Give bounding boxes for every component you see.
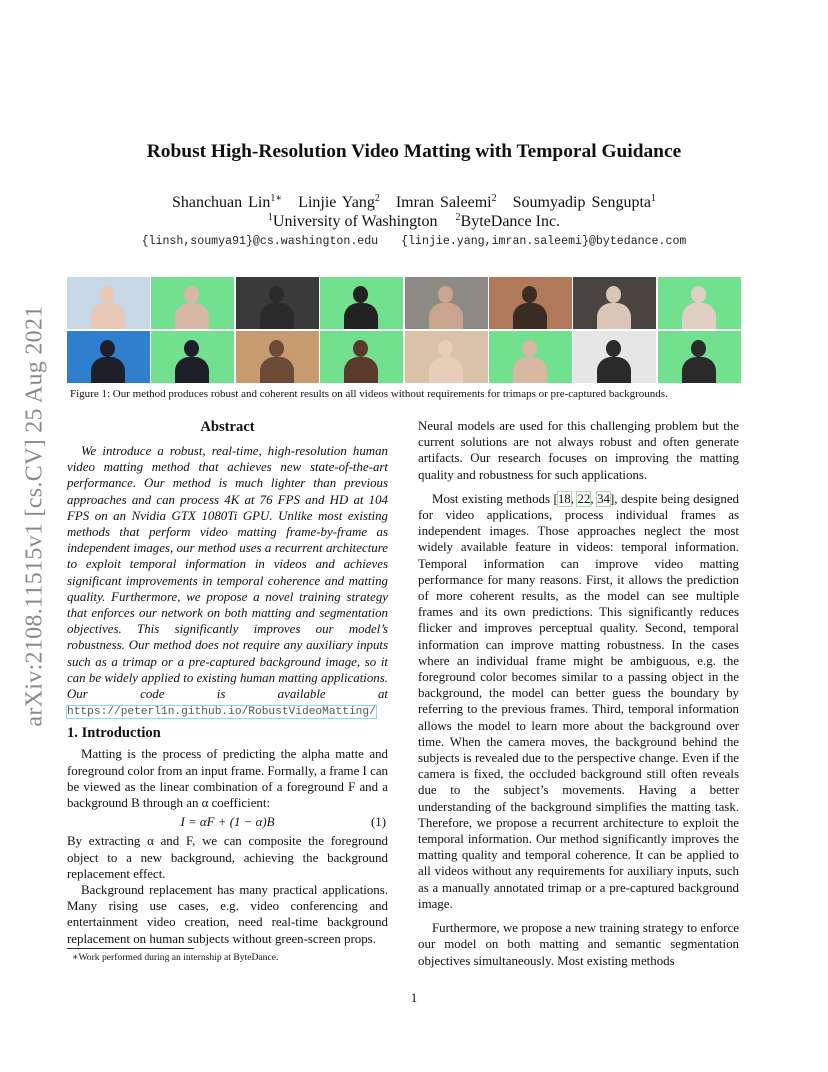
email-list	[0, 235, 828, 248]
affiliation: $^2$ByteDance Inc.	[455, 212, 561, 230]
matte-result-thumbnail	[320, 331, 403, 383]
code-link[interactable]: https://peterl1n.github.io/RobustVideoMatting/	[67, 706, 376, 719]
input-frame-thumbnail	[67, 331, 150, 383]
left-column	[67, 418, 388, 947]
paragraph: Most existing methods [18, 22, 34], despite being designed for video applications, process individual frames as independent images. Those approaches neglect the most widely available feature in videos: temporal information. Temporal information can improve video matting performance for many reasons. First, it allows the prediction of more coherent results, as the model can see multiple frames and its own predictions. This significantly reduces flicker and improves perceptual quality. Second, temporal information can improve matting robustness. In the cases where an individual frame might be ambiguous, e.g. the foreground color becomes similar to a passing object in the background, the model can better guess the boundary by referring to the previous frames. Third, temporal information allows the model to learn more about the background over time. When the camera moves, the background behind the subjects is revealed due to the perspective change. Even if the camera is fixed, the occluded background still often reveals due to the subject’s movements. Having a better understanding of the background simplifies the matting task. Therefore, we propose a recurrent architecture to exploit the temporal information. Our method significantly improves the matting quality and temporal coherence. It can be applied to all videos without any requirements for auxiliary inputs, such as a manually annotated trimap or a pre-captured background image.	[418, 491, 739, 911]
abstract-heading: Abstract	[200, 419, 255, 435]
input-frame-thumbnail	[236, 277, 319, 329]
matte-result-thumbnail	[320, 277, 403, 329]
right-column	[418, 418, 739, 969]
arxiv-stamp: arXiv:2108.11515v1 [cs.CV] 25 Aug 2021	[21, 304, 48, 727]
citation-link[interactable]: 22	[577, 491, 591, 506]
email: {linjie.yang,imran.saleemi}@bytedance.com	[401, 235, 687, 248]
input-frame-thumbnail	[489, 277, 572, 329]
affiliation: $^1$University of Washington	[267, 212, 438, 230]
email: {linsh,soumya91}@cs.washington.edu	[141, 235, 379, 248]
author: Imran Saleemi$^2$	[395, 193, 497, 211]
footnote: ∗Work performed during an internship at ByteDance.	[72, 952, 279, 963]
author: Linjie Yang$^2$	[298, 193, 380, 211]
affiliations	[0, 213, 828, 231]
citation-link[interactable]: 18	[557, 491, 571, 506]
citation-link[interactable]: 34	[597, 491, 610, 506]
figure-caption: Figure 1: Our method produces robust and coherent results on all videos without requirements for trimaps or pre-captured backgrounds.	[70, 388, 668, 400]
author: Soumyadip Sengupta$^1$	[512, 193, 657, 211]
input-frame-thumbnail	[405, 331, 488, 383]
matte-result-thumbnail	[151, 331, 234, 383]
matte-result-thumbnail	[658, 277, 741, 329]
input-frame-thumbnail	[405, 277, 488, 329]
input-frame-thumbnail	[67, 277, 150, 329]
abstract-text: We introduce a robust, real-time, high-resolution human video matting method that achieves new state-of-the-art performance. Our method is much lighter than previous approaches and can process 4K at 76 FPS and HD at 104 FPS on an Nvidia GTX 1080Ti GPU. Unlike most existing methods that perform video matting frame-by-frame as independent images, our method uses a recurrent architecture to exploit temporal information in videos and achieves significant improvements in temporal coherence and matting quality. Furthermore, we propose a novel training strategy that enforces our network on both matting and segmentation objectives. This significantly improves our model’s robustness. Our method does not require any auxiliary inputs such as a trimap or a pre-captured background image, so it can be widely applied to existing human matting applications. Our code is available at https://peterl1n.github.io/RobustVideoMatting/	[67, 444, 388, 719]
author-list	[0, 194, 828, 212]
paper-title: Robust High-Resolution Video Matting with Temporal Guidance	[146, 141, 682, 162]
author: Shanchuan Lin$^{1∗}$	[171, 193, 283, 211]
paragraph: Neural models are used for this challenging problem but the current solutions are not always robust and often generate artifacts. Our research focuses on improving the matting quality and robustness for such applications.	[418, 419, 739, 482]
paragraph: Matting is the process of predicting the alpha matte and foreground color from an input frame. Formally, a frame I can be viewed as the linear combination of a foreground F and a background B through an α coefficient:	[67, 747, 388, 811]
equation: I = αF + (1 − α)B (1)	[180, 815, 386, 830]
paragraph: By extracting α and F, we can composite the foreground object to a new background, achieving the background replacement effect.	[67, 834, 388, 881]
input-frame-thumbnail	[573, 331, 656, 383]
footnote-rule	[67, 948, 194, 949]
equation-number: (1)	[370, 815, 386, 830]
figure-1-image-grid	[67, 277, 739, 383]
section-heading: 1. Introduction	[67, 725, 161, 742]
paragraph: Furthermore, we propose a new training strategy to enforce our model on both matting and semantic segmentation objectives simultaneously. Most existing methods	[418, 921, 739, 968]
matte-result-thumbnail	[151, 277, 234, 329]
input-frame-thumbnail	[573, 277, 656, 329]
input-frame-thumbnail	[236, 331, 319, 383]
paragraph: Background replacement has many practical applications. Many rising use cases, e.g. video conferencing and entertainment video creation, need real-time background replacement on human subjects without green-screen props.	[67, 883, 388, 946]
matte-result-thumbnail	[489, 331, 572, 383]
matte-result-thumbnail	[658, 331, 741, 383]
page-number: 1	[410, 990, 418, 1005]
